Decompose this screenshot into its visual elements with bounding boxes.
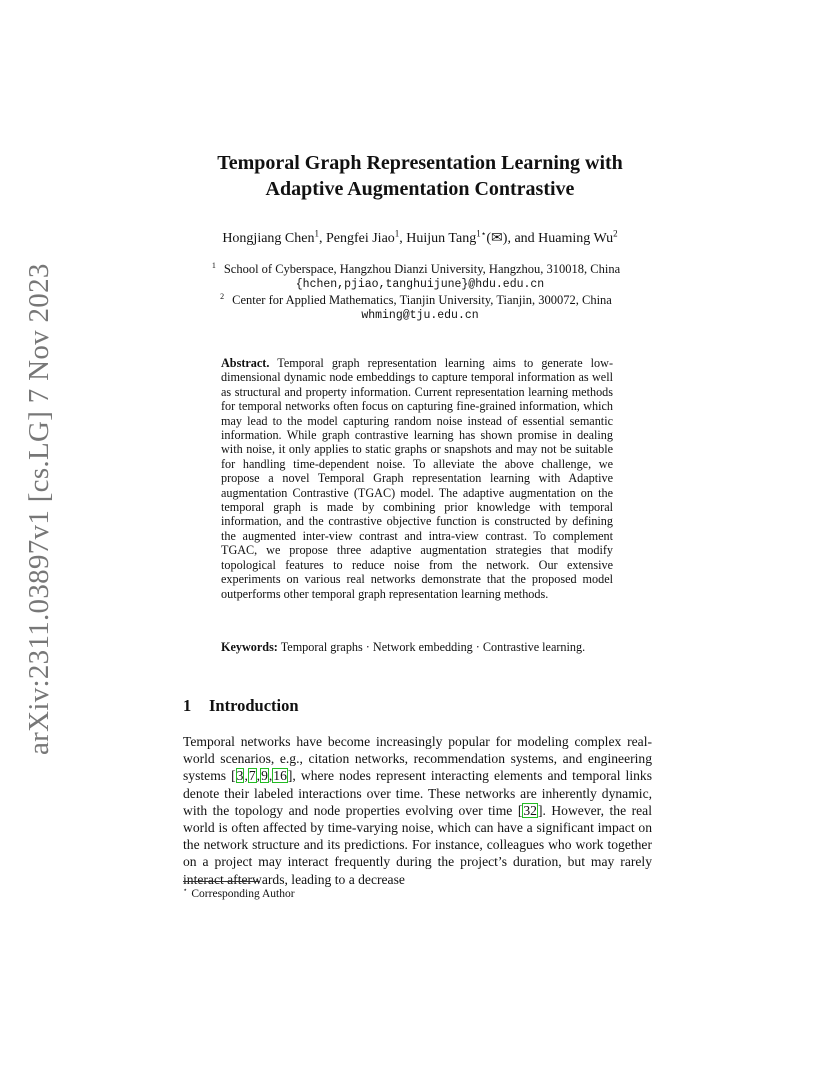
envelope-icon: (✉) (486, 230, 508, 246)
keywords (221, 640, 613, 654)
section-number: 1 (183, 696, 192, 715)
affiliation-2-email[interactable]: whming@tju.edu.cn (361, 309, 479, 323)
author-2: Pengfei Jiao$^1$, (325, 228, 407, 246)
title-line-1: Temporal Graph Representation Learning with (217, 152, 623, 174)
footnote (183, 886, 295, 900)
citation-link[interactable]: 9 (261, 768, 268, 784)
abstract-text: Temporal graph representation learning aims to generate low-dimensional dynamic node embeddings to capture temporal information as well as structural and property information. Current representation learning methods for temporal networks often focus on capturing fine-grained information, which may lead to the model capturing random noise instead of essential semantic information. While graph contrastive learning has shown promise in dealing with noise, it only applies to static graphs or snapshots and may not be suitable for handling time-dependent noise. To alleviate the above challenge, we propose a novel Temporal Graph representation learning with Adaptive augmentation Contrastive (TGAC) model. The adaptive augmentation on the temporal graph is made by combining prior knowledge with temporal information, and the contrastive objective function is constructed by defining the augmented inter-view contrast and intra-view contrast. To complement TGAC, we propose three adaptive augmentation strategies that modify topological features to reduce noise from the network. Our extensive experiments on various real networks demonstrate that the proposed model outperforms other temporal graph representation learning methods. (221, 356, 614, 601)
author-3: Huijun Tang$^{1⋆}$(✉), and (406, 228, 539, 246)
footnote-text: Corresponding Author (191, 887, 295, 900)
paper-title (160, 150, 680, 202)
footnote-mark: ⋆ (183, 886, 188, 894)
abstract-label: Abstract. (221, 356, 270, 370)
title-line-2: Adaptive Augmentation Contrastive (265, 178, 575, 200)
keywords-text: Temporal graphs · Network embedding · Contrastive learning. (280, 640, 586, 654)
citation-link[interactable]: 7 (248, 768, 256, 784)
introduction-paragraph: Temporal networks have become increasingly popular for modeling complex real-world scenarios, e.g., citation networks, recommendation systems, and engineering systems [3,7,9,16], where nodes represent interacting elements and temporal links denote their labeled interactions over time. These networks are inherently dynamic, with the topology and node properties evolving over time [32]. However, the real world is often affected by time-varying noise, which can have a significant impact on the network structure and its predictions. For instance, colleagues who work together on a project may interact frequently during the project’s duration, but may rarely interact afterwards, leading to a decrease (183, 734, 652, 887)
citation-link[interactable]: 32 (523, 802, 537, 818)
citation-link[interactable]: 3 (236, 768, 244, 784)
affiliation-1: $^1$ School of Cyberspace, Hangzhou Dianzi University, Hangzhou, 310018, China {hchen,pjiao,tanghuijune}@hdu.edu.cn (190, 258, 650, 293)
section-title: Introduction (209, 696, 299, 715)
footnote-rule (183, 881, 260, 882)
abstract (221, 356, 613, 601)
affiliation-2: $^2$ Center for Applied Mathematics, Tianjin University, Tianjin, 300072, China whming@tju.edu.cn (190, 289, 650, 324)
citation-link[interactable]: 16 (273, 768, 287, 784)
author-1: Hongjiang Chen$^1$, (222, 228, 326, 246)
keywords-label: Keywords: (221, 640, 278, 654)
section-heading (183, 696, 299, 716)
arxiv-identifier: arXiv:2311.03897v1 [cs.LG] 7 Nov 2023 (23, 263, 55, 755)
author-list (160, 228, 680, 247)
affiliation-1-email[interactable]: {hchen,pjiao,tanghuijune}@hdu.edu.cn (295, 278, 545, 292)
author-4: Huaming Wu$^2$ (538, 228, 618, 246)
